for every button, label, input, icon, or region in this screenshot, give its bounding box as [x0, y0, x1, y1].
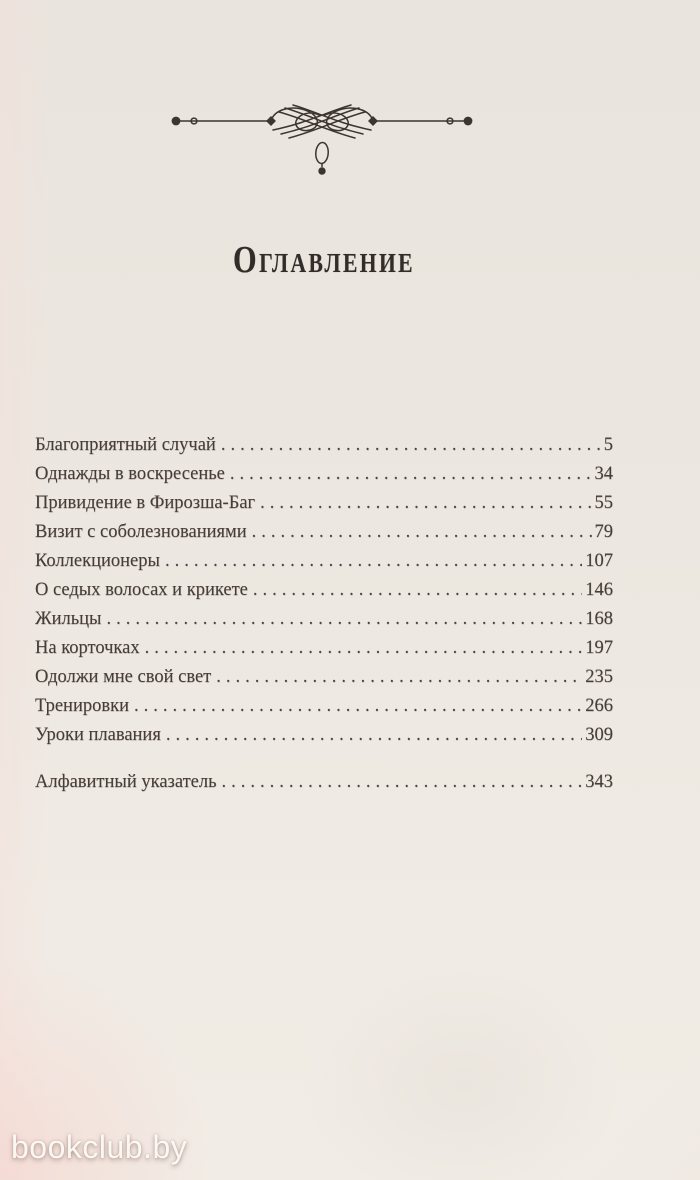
toc-row — [35, 663, 613, 692]
dot-leader — [260, 489, 591, 518]
dot-leader — [165, 547, 582, 576]
dot-leader — [252, 518, 592, 547]
toc-entry-title: Одолжи мне свой свет — [35, 667, 212, 687]
toc-entry-page: 235 — [585, 667, 613, 687]
toc-entry-page: 168 — [585, 609, 613, 629]
toc-entry-title: О седых волосах и крикете — [35, 580, 248, 600]
toc-row — [35, 634, 613, 663]
toc-entry-title: Привидение в Фирозша-Баг — [35, 493, 256, 513]
bookclub-watermark: bookclub.by — [11, 1129, 188, 1165]
flourish-divider-icon — [167, 103, 477, 178]
toc-row — [35, 518, 613, 547]
toc-entry-title: Благоприятный случай — [35, 435, 216, 455]
toc-entry-title: На корточках — [35, 638, 140, 658]
toc-entry-page: 197 — [585, 638, 613, 658]
toc-row — [35, 489, 613, 518]
toc-row — [35, 721, 613, 750]
toc-entry-page: 266 — [585, 696, 613, 716]
toc-row — [35, 460, 613, 489]
dot-leader — [253, 576, 582, 605]
toc-entry-page: 309 — [585, 725, 613, 745]
dot-leader — [145, 634, 583, 663]
page-title: Оглавление — [233, 239, 415, 281]
toc-entry-page: 55 — [594, 493, 613, 513]
toc-entry-title: Тренировки — [35, 696, 129, 716]
dot-leader — [222, 768, 583, 797]
toc-entry-page: 79 — [594, 522, 613, 542]
toc-entry-page: 107 — [585, 551, 613, 571]
toc-entry-page: 34 — [594, 464, 613, 484]
toc-row — [35, 576, 613, 605]
toc-row — [35, 605, 613, 634]
toc-entry-page: 343 — [585, 772, 613, 792]
toc-row — [35, 692, 613, 721]
toc-entry-title: Уроки плавания — [35, 725, 161, 745]
toc-entry-title: Алфавитный указатель — [35, 772, 217, 792]
toc-entry-title: Коллекционеры — [35, 551, 160, 571]
toc-index-row — [35, 768, 613, 797]
toc-entry-title: Жильцы — [35, 609, 102, 629]
toc-row — [35, 547, 613, 576]
toc-entry-page: 146 — [585, 580, 613, 600]
dot-leader — [216, 663, 582, 692]
dot-leader — [166, 721, 582, 750]
toc-entry-page: 5 — [603, 435, 613, 455]
dot-leader — [106, 605, 582, 634]
toc-list — [35, 431, 613, 797]
dot-leader — [134, 692, 582, 721]
toc-entry-title: Однажды в воскресенье — [35, 464, 225, 484]
toc-entry-title: Визит с соболезнованиями — [35, 522, 247, 542]
dot-leader — [221, 431, 601, 460]
toc-row — [35, 431, 613, 460]
dot-leader — [230, 460, 592, 489]
